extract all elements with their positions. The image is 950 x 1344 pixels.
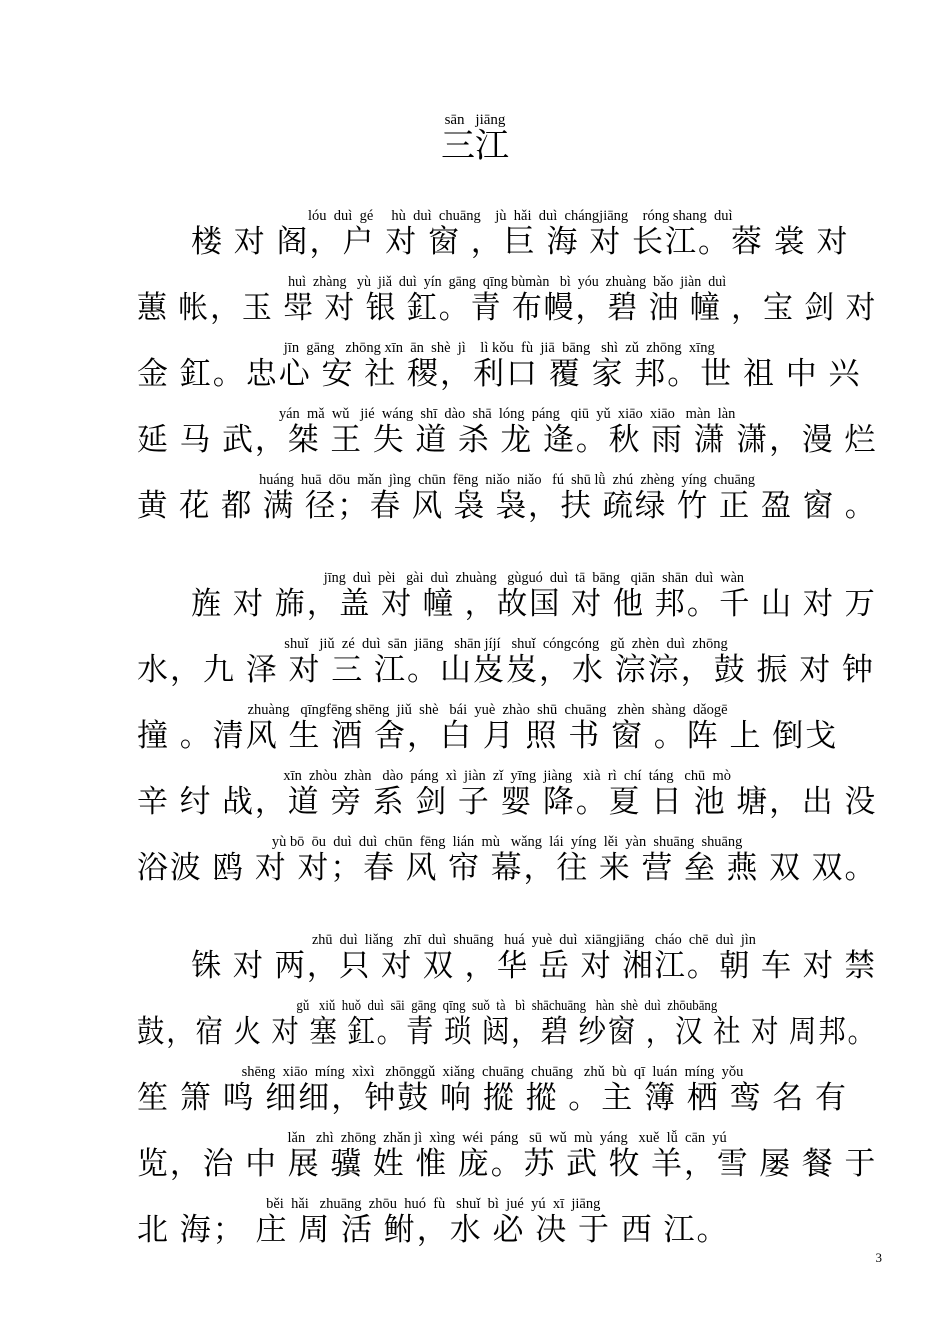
line-hanzi: 撞 。清风 生 酒 舍，白 月 照 书 窗 。阵 上 倒戈 xyxy=(137,718,839,753)
line-pinyin: shēng xiāo míng xìxì zhōnggǔ xiǎng chuāng chuāng zhǔ bù qī luán míng yǒu xyxy=(137,1064,848,1080)
text-line xyxy=(190,932,878,981)
text-line xyxy=(190,208,851,257)
line-pinyin: xīn zhòu zhàn dào páng xì jiàn zǐ yīng jiàng xià rì chí táng chū mò xyxy=(136,768,878,784)
line-ruby xyxy=(136,998,877,1049)
line-hanzi: 延 马 武，桀 王 失 道 杀 龙 逄。秋 雨 潇 潇，漫 烂 xyxy=(136,422,878,457)
line-ruby xyxy=(137,340,862,391)
line-pinyin: yán mǎ wǔ jié wáng shī dào shā lóng páng qiū yǔ xiāo xiāo màn làn xyxy=(136,406,878,422)
line-hanzi: 蕙 帐，玉 斝 对 银 釭。青 布幔，碧 油 幢 ，宝 剑 对 xyxy=(136,290,878,325)
line-pinyin: zhū duì liǎng zhī duì shuāng huá yuè duì xiāngjiāng cháo chē duì jìn xyxy=(190,932,877,948)
line-ruby xyxy=(136,274,878,325)
line-ruby xyxy=(136,834,878,885)
line-hanzi: 鼓，宿 火 对 塞 釭。青 琐 闼，碧 纱窗 ，汉 社 对 周邦。 xyxy=(136,1014,877,1049)
title-block xyxy=(0,112,950,167)
line-ruby xyxy=(136,768,878,819)
title-pinyin: sān jiāng xyxy=(441,112,509,128)
text-line xyxy=(136,1130,878,1179)
text-line xyxy=(136,472,878,521)
line-hanzi: 铢 对 两，只 对 双 ，华 岳 对 湘江。朝 车 对 禁 xyxy=(190,948,877,983)
line-pinyin: huì zhàng yù jiǎ duì yín gāng qīng bùmàn bì yóu zhuàng bǎo jiàn duì xyxy=(136,274,878,290)
line-hanzi: 旌 对 旆，盖 对 幢 ，故国 对 他 邦。千 山 对 万 xyxy=(190,586,877,621)
text-line xyxy=(136,768,878,817)
text-line xyxy=(136,340,863,389)
text-line xyxy=(136,702,839,751)
line-pinyin: yù bō ōu duì duì chūn fēng lián mù wǎng lái yíng lěi yàn shuāng shuāng xyxy=(136,834,878,850)
line-hanzi: 浴波 鸥 对 对；春 风 帘 幕，往 来 营 垒 燕 双 双。 xyxy=(136,850,878,885)
line-hanzi: 水，九 泽 对 三 江。山岌岌，水 淙淙，鼓 振 对 钟 xyxy=(137,652,875,687)
text-line xyxy=(136,274,878,323)
line-pinyin: lóu duì gé hù duì chuāng jù hǎi duì chángjiāng róng shang duì xyxy=(191,208,850,224)
line-ruby xyxy=(190,932,877,983)
line-hanzi: 楼 对 阁，户 对 窗 ，巨 海 对 长江。蓉 裳 对 xyxy=(191,224,850,259)
line-pinyin: gǔ xiǔ huǒ duì sāi gāng qīng suǒ tà bì shāchuāng hàn shè duì zhōubāng xyxy=(136,998,877,1014)
line-hanzi: 辛 纣 战，道 旁 系 剑 子 婴 降。夏 日 池 塘，出 没 xyxy=(136,784,878,819)
line-ruby xyxy=(191,208,850,259)
text-line xyxy=(136,998,878,1047)
text-line xyxy=(136,636,876,685)
title-hanzi: 三江 xyxy=(441,128,509,165)
line-hanzi: 黄 花 都 满 径；春 风 袅 袅，扶 疏绿 竹 正 盈 窗 。 xyxy=(136,488,878,523)
text-line xyxy=(136,1196,731,1245)
line-pinyin: shuǐ jiǔ zé duì sān jiāng shān jíjí shuǐ cóngcóng gǔ zhèn duì zhōng xyxy=(137,636,875,652)
line-pinyin: huáng huā dōu mǎn jìng chūn fēng niǎo niǎo fú shū lǜ zhú zhèng yíng chuāng xyxy=(136,472,878,488)
line-pinyin: jīn gāng zhōng xīn ān shè jì lì kǒu fù jiā bāng shì zǔ zhōng xīng xyxy=(137,340,862,356)
line-ruby xyxy=(190,570,877,621)
page-title xyxy=(441,112,509,167)
line-hanzi: 笙 箫 鸣 细细，钟鼓 响 摐 摐 。主 簿 栖 鸾 名 有 xyxy=(137,1080,848,1115)
text-line xyxy=(190,570,878,619)
line-ruby xyxy=(137,1196,730,1247)
text-line xyxy=(136,406,878,455)
line-pinyin: lǎn zhì zhōng zhǎn jì xìng wéi páng sū wǔ mù yáng xuě lǚ cān yú xyxy=(136,1130,878,1146)
line-ruby xyxy=(136,472,878,523)
line-pinyin: jīng duì pèi gài duì zhuàng gùguó duì tā bāng qiān shān duì wàn xyxy=(190,570,877,586)
text-line xyxy=(136,834,878,883)
line-ruby xyxy=(136,406,878,457)
line-hanzi: 览，治 中 展 骥 姓 惟 庞。苏 武 牧 羊，雪 屡 餐 于 xyxy=(136,1146,878,1181)
line-pinyin: běi hǎi zhuāng zhōu huó fù shuǐ bì jué yú xī jiāng xyxy=(137,1196,730,1212)
page-number: 3 xyxy=(875,1250,882,1265)
line-pinyin: zhuàng qīngfēng shēng jiǔ shè bái yuè zhào shū chuāng zhèn shàng dǎogē xyxy=(137,702,839,718)
line-hanzi: 北 海； 庄 周 活 鲋，水 必 决 于 西 江。 xyxy=(137,1212,730,1247)
line-ruby xyxy=(137,636,875,687)
line-hanzi: 金 釭。忠心 安 社 稷，利口 覆 家 邦。世 祖 中 兴 xyxy=(137,356,862,391)
line-ruby xyxy=(136,1130,878,1181)
line-ruby xyxy=(137,702,839,753)
line-ruby xyxy=(137,1064,848,1115)
text-line xyxy=(136,1064,849,1113)
